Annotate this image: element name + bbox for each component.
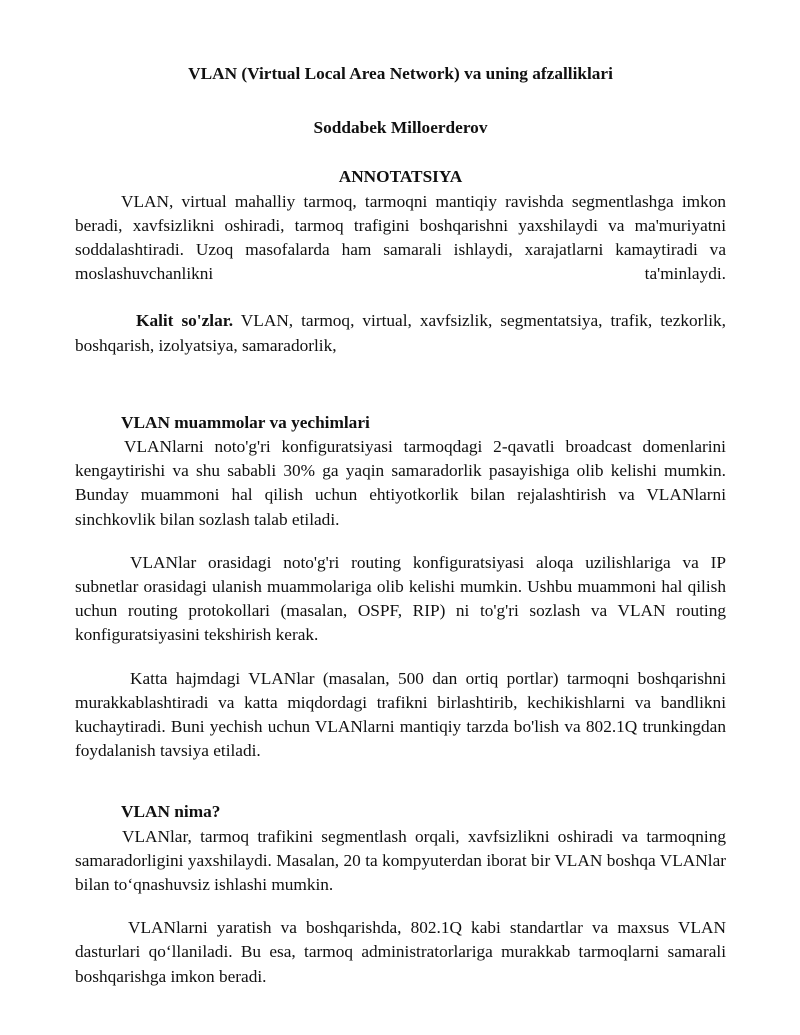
author-name: Soddabek Milloerderov (313, 118, 488, 138)
section-heading-problems: VLAN muammolar va yechimlari (121, 412, 370, 432)
section1-paragraph: VLANlar orasidagi noto'g'ri routing konfiguratsiyasi aloqa uzilishlariga va IP subnetlar orasidagi ulanish muammolariga olib kelishi mumkin. Ushbu muammoni hal qilish uchun routing protokollari (masalan, OSPF, RIP) ni to'g'ri sozlash va VLAN routing konfiguratsiyasini tekshirish kerak. (75, 552, 726, 645)
section2-paragraph: VLANlarni yaratish va boshqarishda, 802.1Q kabi standartlar va maxsus VLAN dasturlari qo‘llaniladi. Bu esa, tarmoq administratorlariga murakkab tarmoqlarni samarali boshqarishga imkon beradi. (75, 918, 726, 986)
abstract-body: VLAN, virtual mahalliy tarmoq, tarmoqni mantiqiy ravishda segmentlashga imkon beradi, xavfsizlikni oshiradi, tarmoq trafigini boshqarishni yaxshilaydi va ma'muriyatni soddalashtiradi. Uzoq masofalarda ham samarali ishlaydi, xarajatlarni kamaytiradi va moslashuvchanlikni (75, 191, 726, 284)
keywords-paragraph (75, 309, 726, 357)
keywords-label: Kalit so'zlar. (136, 311, 234, 331)
section2-paragraph: VLANlar, tarmoq trafikini segmentlash orqali, xavfsizlikni oshiradi va tarmoqning samaradorligini yaxshilaydi. Masalan, 20 ta kompyuterdan iborat bir VLAN boshqa VLANlar bilan to‘qnashuvsiz ishlashi mumkin. (75, 826, 726, 895)
document-title: VLAN (Virtual Local Area Network) va uning afzalliklari (188, 64, 613, 83)
abstract-paragraph (75, 190, 726, 287)
document-page (75, 62, 726, 989)
keywords-text: VLAN, tarmoq, virtual, xavfsizlik, segmentatsiya, trafik, tezkorlik, boshqarish, izolyatsiya, samaradorlik, (75, 311, 726, 355)
section1-paragraph: VLANlarni noto'g'ri konfiguratsiyasi tarmoqdagi 2-qavatli broadcast domenlarini kengaytirishi va shu sababli 30% ga yaqin samaradorlik pasayishiga olib kelishi mumkin. Bunday muammoni hal qilish uchun ehtiyotkorlik bilan rejalashtirish va VLANlarni sinchkovlik bilan sozlash talab etiladi. (75, 437, 726, 529)
section-heading-what-is-vlan: VLAN nima? (121, 802, 221, 822)
abstract-heading: ANNOTATSIYA (338, 167, 463, 187)
section1-paragraph: Katta hajmdagi VLANlar (masalan, 500 dan ortiq portlar) tarmoqni boshqarishni murakkablashtiradi va katta miqdordagi trafikni birlashtirib, kechikishlarni va bandlikni kuchaytiradi. Buni yechish uchun VLANlarni mantiqiy tarzda bo'lish va 802.1Q trunkingdan foydalanish tavsiya etiladi. (75, 668, 726, 761)
abstract-tail: ta'minlaydi. (644, 264, 726, 284)
